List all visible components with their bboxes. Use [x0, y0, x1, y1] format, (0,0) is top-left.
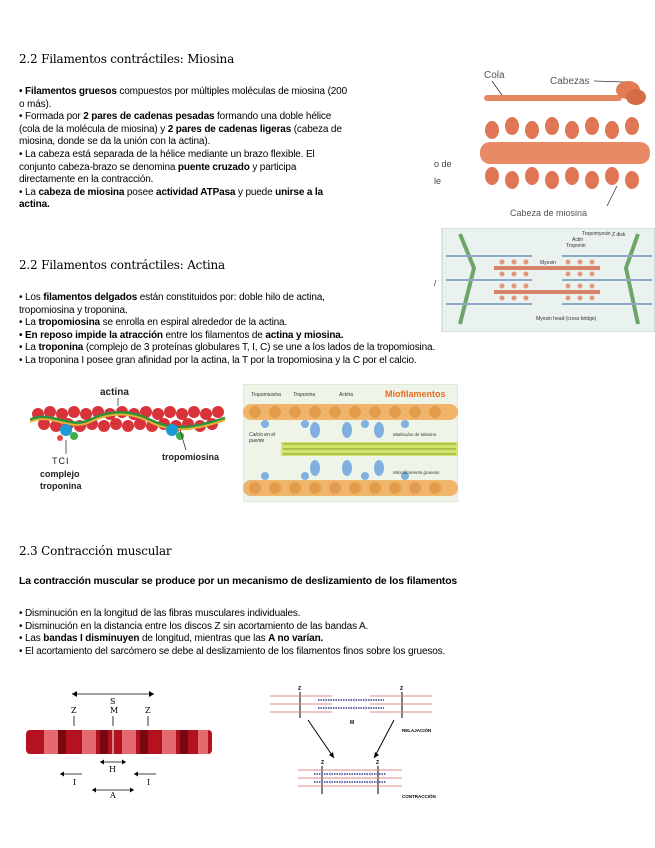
text-line	[19, 330, 559, 343]
text-run: • Las	[19, 633, 44, 645]
text-run: conjunto cabeza-brazo se denomina	[19, 161, 178, 173]
bold-run: • En reposo impide la atracción	[19, 329, 163, 341]
text-line	[19, 305, 559, 318]
contraction-subtitle: La contracción muscular se produce por un mecanismo de deslizamiento de los filamentos	[19, 576, 458, 587]
text-run: • La	[19, 317, 39, 329]
svg-text:Myosin head (cross bridge): Myosin head (cross bridge)	[536, 316, 597, 322]
text-run: compuestos por múltiples moléculas de miosina (200	[116, 86, 347, 97]
section-heading-myosin: 2.2 Filamentos contráctiles: Miosina	[19, 52, 235, 66]
svg-text:Z disk: Z disk	[612, 232, 626, 238]
svg-text:Z: Z	[321, 760, 325, 766]
text-run: o más).	[19, 98, 52, 110]
contraction-paragraph	[19, 608, 579, 658]
myosin-paragraph	[19, 86, 429, 212]
bold-run: bandas I disminuyen	[43, 633, 140, 645]
text-run: formando una doble hélice	[214, 111, 332, 123]
text-run: • Disminución en la longitud de las fibras musculares individuales.	[19, 608, 301, 619]
bold-run: A no varían.	[268, 633, 324, 645]
text-line	[19, 174, 429, 187]
svg-text:Tropomyosin: Tropomyosin	[582, 231, 611, 237]
svg-text:/: /	[434, 279, 437, 288]
tropomiosina-label: tropomiosina	[162, 452, 220, 462]
tail-label: Cola	[484, 70, 505, 81]
text-run: • El acortamiento del sarcómero se debe al deslizamiento de los filamentos finos sobre los gruesos.	[19, 645, 446, 657]
bold-run: • Filamentos gruesos	[19, 86, 117, 97]
text-line	[19, 149, 429, 162]
text-run: directamente en la contracción.	[19, 174, 154, 186]
myofilaments-figure	[243, 384, 458, 502]
sliding-figure	[268, 684, 450, 800]
label-S: S	[110, 697, 116, 706]
head-label: Cabeza de miosina	[510, 208, 588, 218]
label-Z2: Z	[145, 706, 151, 715]
text-run: (complejo de 3 proteínas globulares T, I, C) se une a los lados de la tropomiosina.	[83, 342, 436, 354]
text-line	[19, 608, 579, 621]
text-line	[19, 86, 429, 99]
svg-text:Actin: Actin	[572, 237, 584, 243]
text-run: están constituidos por: doble hilo de actina,	[137, 292, 325, 303]
actin-paragraph	[19, 292, 559, 368]
bold-run: actividad ATPasa	[156, 186, 236, 198]
text-line	[19, 162, 429, 175]
text-line	[19, 99, 429, 112]
svg-text:M: M	[350, 720, 355, 726]
bold-run: 2 pares de cadenas ligeras	[167, 123, 292, 135]
text-line	[19, 136, 429, 149]
actin-filament-figure	[30, 384, 240, 496]
relax-label: RELAJACIÓN	[402, 728, 432, 733]
text-run: entre los filamentos de	[162, 329, 266, 341]
svg-text:Myosin: Myosin	[540, 260, 556, 266]
label-I1: I	[73, 778, 77, 787]
svg-text:Troponin: Troponin	[566, 243, 586, 249]
text-line	[19, 199, 429, 212]
band-figure	[22, 688, 222, 798]
text-line	[19, 646, 579, 659]
text-line	[19, 342, 559, 355]
cut-text-2: le	[434, 176, 442, 186]
text-line	[19, 111, 429, 124]
text-run: • La	[19, 342, 39, 354]
svg-text:Z: Z	[400, 686, 404, 692]
actina-label: actina	[100, 387, 129, 398]
bold-run: puente cruzado	[177, 161, 250, 173]
text-line	[19, 187, 429, 200]
section-heading-actin: 2.2 Filamentos contráctiles: Actina	[19, 258, 225, 272]
text-run: • Los	[19, 292, 44, 303]
text-line	[19, 292, 559, 305]
svg-text:puente: puente	[249, 438, 265, 444]
label-Z1: Z	[71, 706, 77, 715]
complejo-label: complejo	[40, 469, 80, 479]
text-run: • Disminución en la distancia entre los discos Z sin acortamiento de las bandas A.	[19, 620, 369, 632]
text-run: posee	[124, 186, 157, 198]
svg-text:Troponina: Troponina	[293, 392, 316, 398]
cut-text-1: o de	[434, 159, 452, 169]
label-I2: I	[147, 778, 151, 787]
section-heading-contraction: 2.3 Contracción muscular	[19, 544, 172, 558]
thick-filament-core	[480, 142, 650, 164]
text-run: de longitud, mientras que las	[139, 633, 269, 645]
tci-label: TCI	[52, 456, 70, 466]
text-line	[19, 621, 579, 634]
text-run: • La	[19, 186, 39, 198]
text-line	[19, 633, 579, 646]
myosin-figure	[432, 64, 655, 220]
svg-text:Z: Z	[376, 760, 380, 766]
bold-run: cabeza de miosina	[38, 186, 125, 198]
text-line	[19, 124, 429, 137]
label-A: A	[110, 791, 116, 798]
heads-label: Cabezas	[550, 76, 590, 87]
text-line	[19, 317, 559, 330]
text-run: y puede	[235, 186, 276, 198]
label-H: H	[109, 765, 116, 774]
text-run: tropomiosina y troponina.	[19, 304, 128, 316]
troponin-T	[60, 424, 72, 436]
svg-text:Tropomiosina: Tropomiosina	[251, 392, 281, 398]
svg-text:Moléculas de Miosina: Moléculas de Miosina	[393, 432, 437, 437]
text-run: se enrolla en espiral alrededor de la actina.	[99, 317, 288, 329]
myosin-tail-shape	[484, 95, 622, 101]
bold-run: unirse a la	[275, 186, 323, 198]
myofilaments-title: Miofilamentos	[385, 389, 446, 399]
troponina-label: troponina	[40, 481, 82, 491]
bold-run: filamentos delgados	[43, 292, 138, 303]
text-run: y participa	[249, 161, 297, 173]
text-run: miosina, donde se da la unión con la actina).	[19, 136, 211, 148]
text-run: (cabeza de	[291, 123, 342, 135]
text-run: • La troponina I posee gran afinidad por la actina, la T por la tropomiosina y la C por el calcio.	[19, 354, 417, 366]
svg-text:Calcio en el: Calcio en el	[249, 432, 276, 438]
svg-text:Actina: Actina	[339, 392, 353, 398]
svg-text:Z: Z	[298, 686, 302, 692]
svg-text:Microfilamento gruesos: Microfilamento gruesos	[393, 470, 440, 475]
text-run: • La cabeza está separada de la hélice mediante un brazo flexible. El	[19, 148, 315, 160]
text-line	[19, 355, 559, 368]
bold-run: tropomiosina	[38, 317, 100, 329]
text-run: (cola de la molécula de miosina) y	[19, 123, 168, 135]
bold-run: 2 pares de cadenas pesadas	[83, 111, 215, 123]
contract-label: CONTRACCIÓN	[402, 794, 436, 799]
bold-run: actina.	[19, 199, 50, 211]
label-M: M	[110, 706, 119, 715]
bold-run: troponina	[38, 342, 84, 354]
bold-run: actina y miosina.	[265, 329, 344, 341]
text-run: • Formada por	[19, 111, 84, 123]
